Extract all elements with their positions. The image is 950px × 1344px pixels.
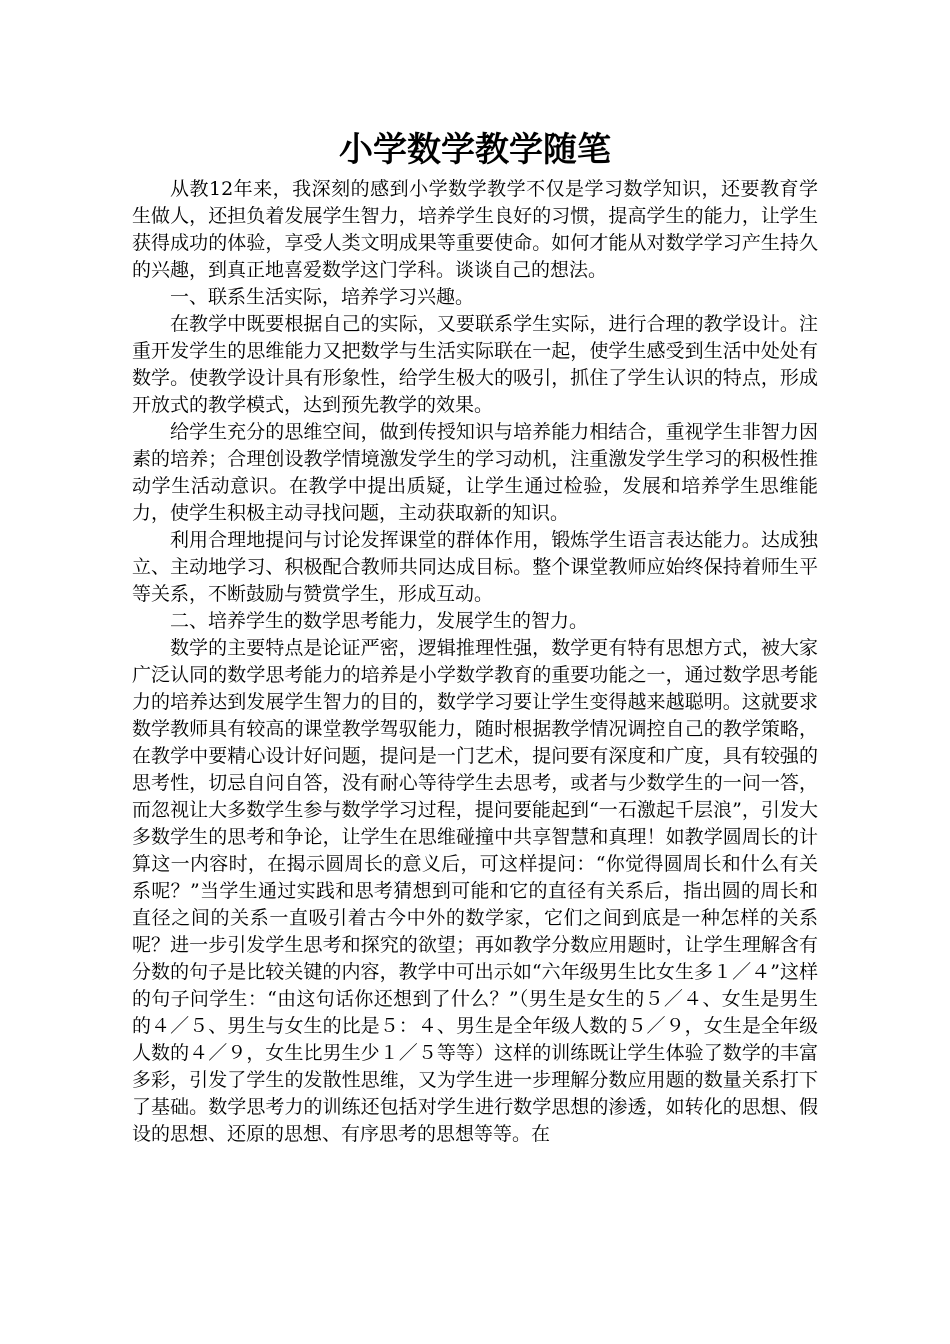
- paragraph: 数学的主要特点是论证严密，逻辑推理性强，数学更有特有思想方式，被大家广泛认同的数学思考能力的培养是小学数学教育的重要功能之一，通过数学思考能力的培养达到发展学生智力的目的，数学学习要让学生变得越来越聪明。这就要求数学教师具有较高的课堂教学驾驭能力，随时根据教学情况调控自己的教学策略，在教学中要精心设计好问题，提问是一门艺术，提问要有深度和广度，具有较强的思考性，切忌自问自答，没有耐心等待学生去思考，或者与少数学生的一问一答，而忽视让大多数学生参与数学学习过程，提问要能起到“一石激起千层浪”，引发大多数学生的思考和争论，让学生在思维碰撞中共享智慧和真理！如教学圆周长的计算这一内容时，在揭示圆周长的意义后，可这样提问：“你觉得圆周长和什么有关系呢？”当学生通过实践和思考猜想到可能和它的直径有关系后，指出圆的周长和直径之间的关系一直吸引着古今中外的数学家，它们之间到底是一种怎样的关系呢？进一步引发学生思考和探究的欲望；再如教学分数应用题时，让学生理解含有分数的句子是比较关键的内容，教学中可出示如“六年级男生比女生多１／４”这样的句子问学生：“由这句话你还想到了什么？”（男生是女生的５／４、女生是男生的４／５、男生与女生的比是５：４、男生是全年级人数的５／９，女生是全年级人数的４／９，女生比男生少１／５等等）这样的训练既让学生体验了数学的丰富多彩，引发了学生的发散性思维，又为学生进一步理解分数应用题的数量关系打下了基础。数学思考力的训练还包括对学生进行数学思想的渗透，如转化的思想、假设的思想、还原的思想、有序思考的思想等等。在: [132, 637, 818, 1145]
- section-heading-1: 一、联系生活实际，培养学习兴趣。: [170, 286, 475, 308]
- paragraph: 利用合理地提问与讨论发挥课堂的群体作用，锻炼学生语言表达能力。达成独立、主动地学习、积极配合教师共同达成目标。整个课堂教师应始终保持着师生平等关系，不断鼓励与赞赏学生，形成互动。: [132, 529, 818, 605]
- paragraph-intro: 从教12年来，我深刻的感到小学数学教学不仅是学习数学知识，还要教育学生做人，还担负着发展学生智力，培养学生良好的习惯，提高学生的能力，让学生获得成功的体验，享受人类文明成果等重要使命。如何才能从对数学学习产生持久的兴趣，到真正地喜爱数学这门学科。谈谈自己的想法。: [132, 178, 818, 281]
- section-heading-2: 二、培养学生的数学思考能力，发展学生的智力。: [170, 610, 589, 632]
- document-body: [132, 176, 818, 1148]
- paragraph: 在教学中既要根据自己的实际，又要联系学生实际，进行合理的教学设计。注重开发学生的思维能力又把数学与生活实际联在一起，使学生感受到生活中处处有数学。使教学设计具有形象性，给学生极大的吸引，抓住了学生认识的特点，形成开放式的教学模式，达到预先教学的效果。: [132, 313, 818, 416]
- document-title: 小学数学教学随笔: [339, 130, 611, 170]
- paragraph: 给学生充分的思维空间，做到传授知识与培养能力相结合，重视学生非智力因素的培养；合理创设教学情境激发学生的学习动机，注重激发学生学习的积极性推动学生活动意识。在教学中提出质疑，让学生通过检验，发展和培养学生思维能力，使学生积极主动寻找问题，主动获取新的知识。: [132, 421, 818, 524]
